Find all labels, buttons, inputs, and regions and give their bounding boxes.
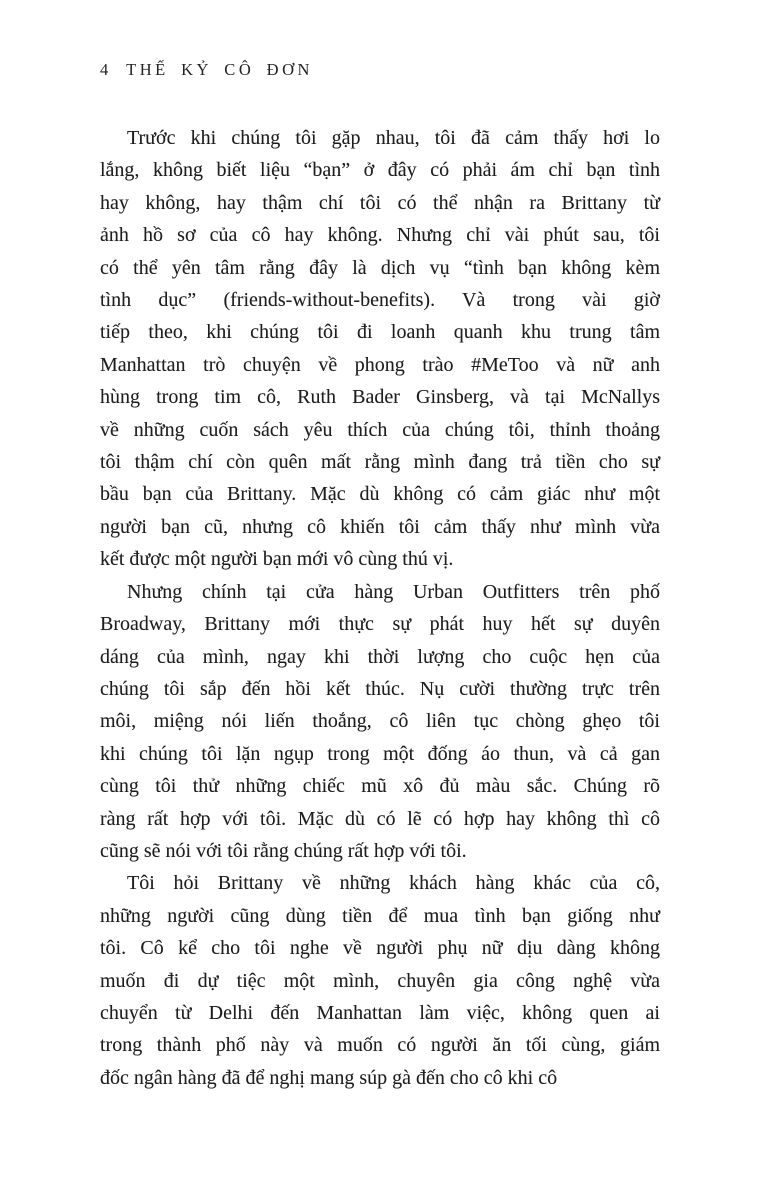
text-line: tình dục” (friends-without-benefits). Và trong vài giờ — [100, 289, 660, 312]
text-line: môi, miệng nói liến thoắng, cô liên tục chòng ghẹo tôi — [100, 710, 660, 733]
page-header — [100, 59, 660, 81]
text-line: Trước khi chúng tôi gặp nhau, tôi đã cảm thấy hơi lo — [127, 127, 660, 149]
text-line: chuyển từ Delhi đến Manhattan làm việc, không quen ai — [100, 1001, 660, 1024]
text-line: cùng tôi thử những chiếc mũ xô đủ màu sắc. Chúng rõ — [100, 775, 660, 798]
paragraph — [100, 867, 660, 1094]
text-line: lắng, không biết liệu “bạn” ở đây có phải ám chỉ bạn tình — [100, 159, 660, 182]
page-body — [100, 122, 660, 1094]
paragraph — [100, 122, 660, 576]
text-line: Broadway, Brittany mới thực sự phát huy hết sự duyên — [100, 613, 660, 636]
page-number: 4 — [100, 60, 110, 79]
text-line: khi chúng tôi lặn ngụp trong một đống áo thun, và cả gan — [100, 742, 660, 765]
text-line: có thể yên tâm rằng đây là dịch vụ “tình bạn không kèm — [100, 256, 660, 279]
text-line: bầu bạn của Brittany. Mặc dù không có cảm giác như một — [100, 483, 660, 506]
text-line: chúng tôi sắp đến hồi kết thúc. Nụ cười thường trực trên — [100, 677, 660, 700]
text-line: những người cũng dùng tiền để mua tình bạn giống như — [100, 904, 660, 927]
text-line: tôi thậm chí còn quên mất rằng mình đang trả tiền cho sự — [100, 451, 660, 474]
text-line: trong thành phố này và muốn có người ăn tối cùng, giám — [100, 1034, 660, 1057]
text-line: Tôi hỏi Brittany về những khách hàng khác của cô, — [127, 872, 660, 895]
paragraph — [100, 576, 660, 868]
text-line: ràng rất hợp với tôi. Mặc dù có lẽ có hợp hay không thì cô — [100, 807, 660, 830]
text-line: kết được một người bạn mới vô cùng thú vị. — [100, 548, 454, 571]
text-line: hùng trong tim cô, Ruth Bader Ginsberg, và tại McNallys — [100, 386, 660, 409]
text-line: tôi. Cô kể cho tôi nghe về người phụ nữ dịu dàng không — [100, 937, 660, 960]
text-line: hay không, hay thậm chí tôi có thể nhận ra Brittany từ — [100, 191, 660, 214]
text-line: tiếp theo, khi chúng tôi đi loanh quanh khu trung tâm — [100, 321, 660, 344]
text-line: Nhưng chính tại cửa hàng Urban Outfitters trên phố — [127, 580, 660, 603]
text-line: cũng sẽ nói với tôi rằng chúng rất hợp với tôi. — [100, 839, 467, 862]
text-line: muốn đi dự tiệc một mình, chuyên gia công nghệ vừa — [100, 969, 660, 992]
running-head-title: THẾ KỶ CÔ ĐƠN — [126, 60, 314, 79]
text-line: dáng của mình, ngay khi thời lượng cho cuộc hẹn của — [100, 645, 660, 668]
text-line: về những cuốn sách yêu thích của chúng tôi, thỉnh thoảng — [100, 418, 660, 441]
text-line: người bạn cũ, nhưng cô khiến tôi cảm thấy như mình vừa — [100, 515, 660, 538]
text-line: Manhattan trò chuyện về phong trào #MeToo và nữ anh — [100, 353, 660, 376]
text-line: đốc ngân hàng đã để nghị mang súp gà đến cho cô khi cô — [100, 1066, 558, 1089]
text-line: ảnh hồ sơ của cô hay không. Nhưng chỉ vài phút sau, tôi — [100, 224, 660, 247]
